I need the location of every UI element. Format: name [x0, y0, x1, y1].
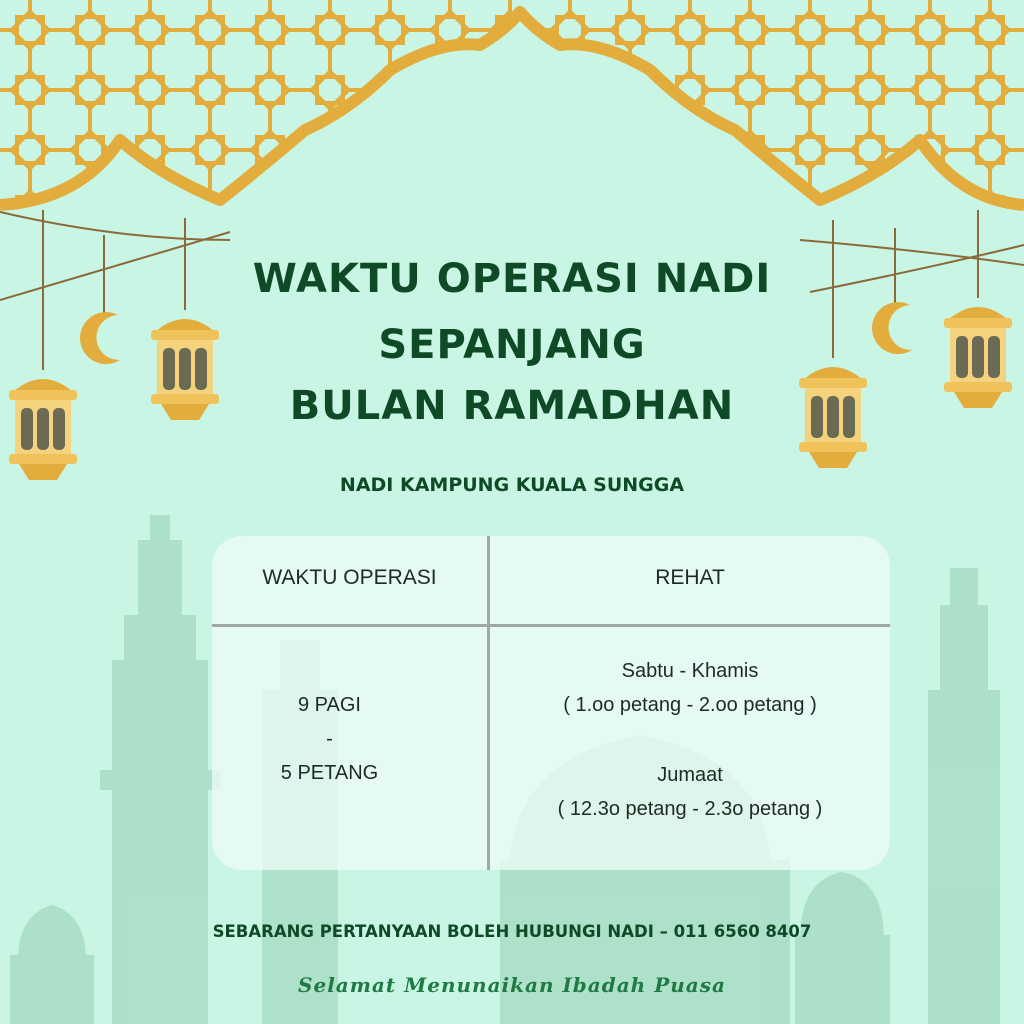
- operating-hours-end: 5 PETANG: [280, 762, 379, 784]
- title-line-3: BULAN RAMADHAN: [289, 383, 735, 429]
- schedule-table: [212, 536, 890, 870]
- subtitle: NADI KAMPUNG KUALA SUNGGA: [339, 474, 685, 496]
- break-time-weekday: ( 1.oo petang - 2.oo petang ): [563, 694, 817, 716]
- break-days-weekday: Sabtu - Khamis: [621, 660, 759, 682]
- greeting: Selamat Menunaikan Ibadah Puasa: [298, 973, 726, 997]
- operating-hours-dash: -: [326, 728, 333, 750]
- title-line-2: SEPANJANG: [378, 322, 646, 368]
- title-line-1: WAKTU OPERASI NADI: [252, 256, 772, 302]
- operating-hours-start: 9 PAGI: [298, 694, 361, 716]
- header-divider: [212, 624, 890, 627]
- header-break: REHAT: [655, 566, 725, 589]
- contact-info: SEBARANG PERTANYAAN BOLEH HUBUNGI NADI – 011 6560 8407: [212, 922, 812, 941]
- break-time-friday: ( 12.3o petang - 2.3o petang ): [557, 798, 823, 820]
- break-days-friday: Jumaat: [657, 764, 723, 786]
- header-operating-hours: WAKTU OPERASI: [262, 566, 437, 589]
